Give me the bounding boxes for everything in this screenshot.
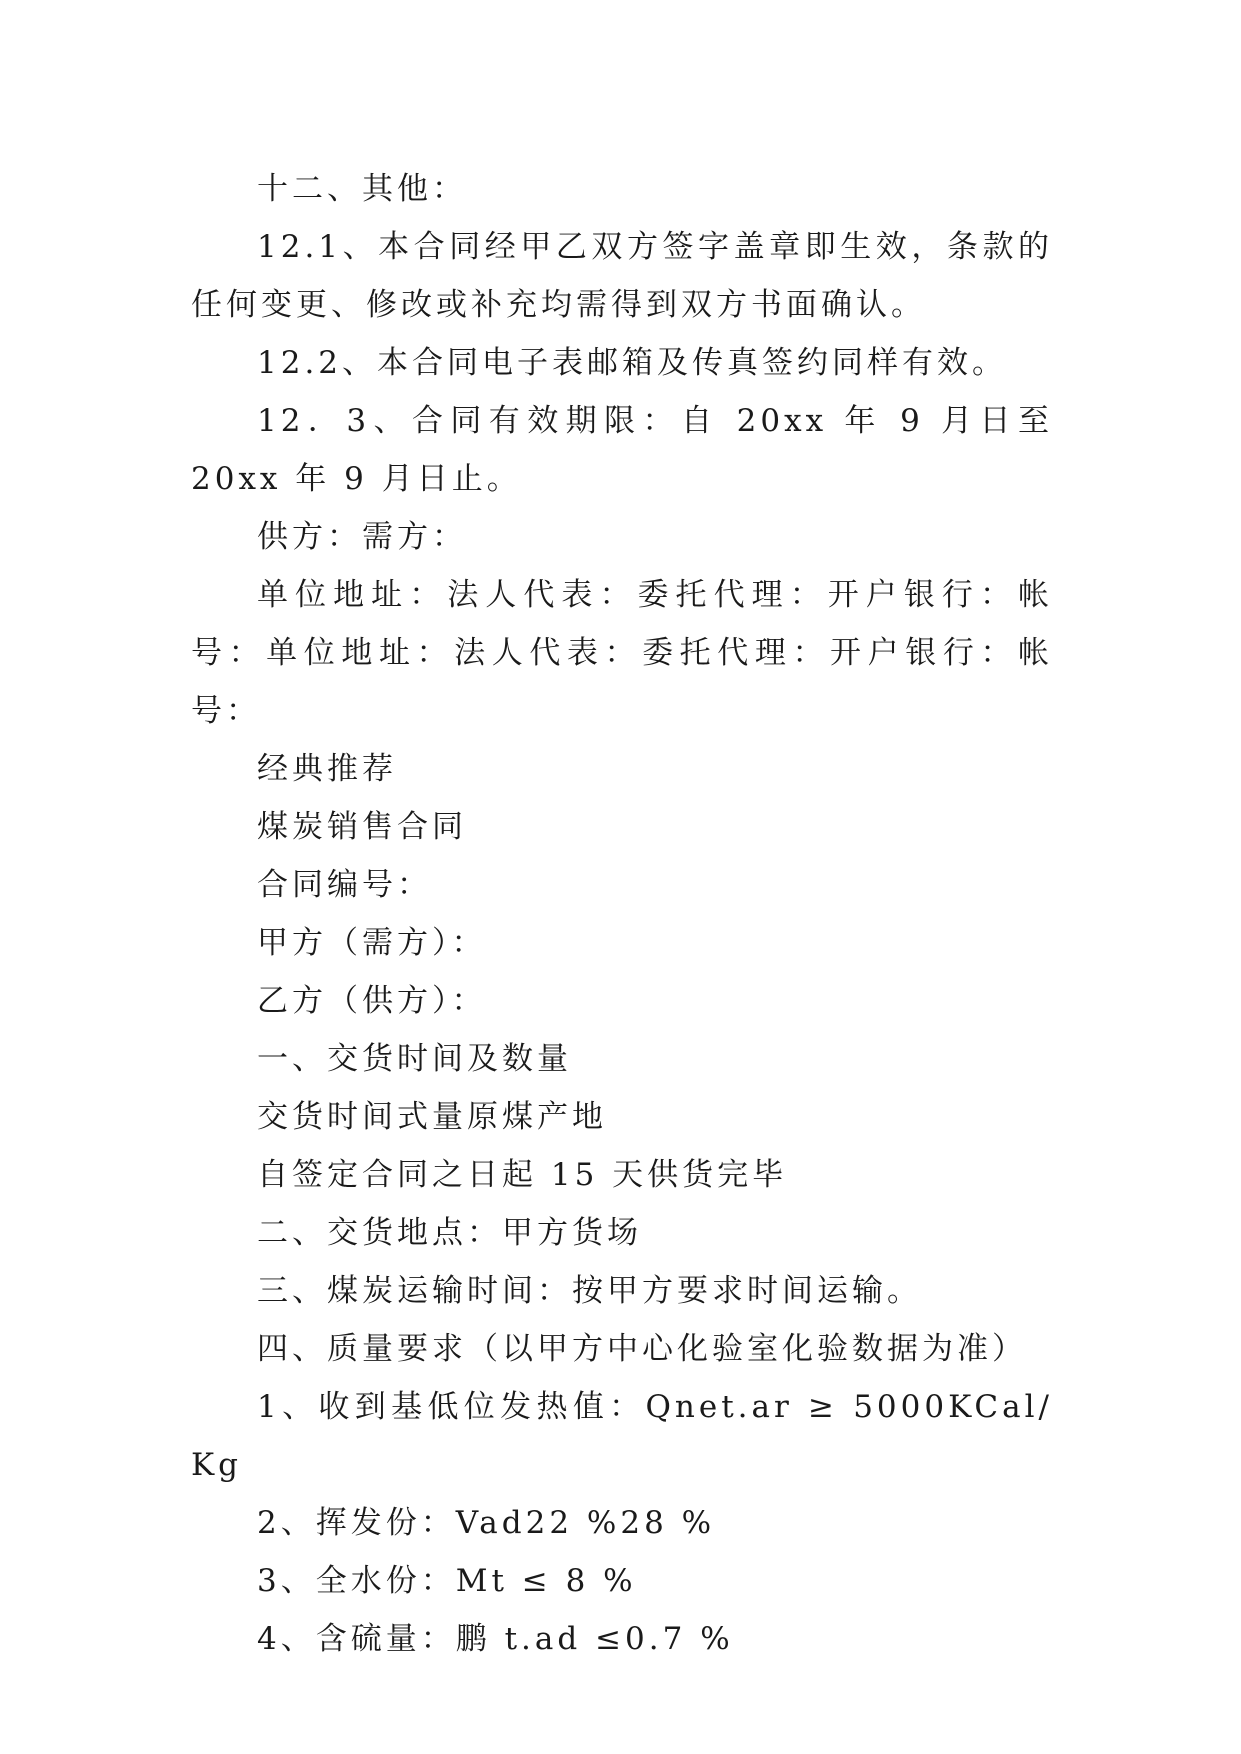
section-12-heading: 十二、其他： [257,171,467,207]
section-4-quality-heading: 四、质量要求（以甲方中心化验室化验数据为准） [257,1331,1027,1367]
recommendation-label: 经典推荐 [257,751,397,787]
delivery-schedule: 自签定合同之日起 15 天供货完毕 [257,1157,788,1193]
parties-line: 供方：需方： [257,519,467,555]
clause-12-2: 12.2、本合同电子表邮箱及传真签约同样有效。 [257,345,1008,381]
party-details: 单位地址：法人代表：委托代理：开户银行：帐号：单位地址：法人代表：委托代理：开户银行：帐号： [191,577,1053,729]
section-3-transport-time: 三、煤炭运输时间：按甲方要求时间运输。 [257,1273,922,1309]
section-1-heading: 一、交货时间及数量 [257,1041,572,1077]
quality-item-heating-value: 1、收到基低位发热值：Qnet.ar ≥ 5000KCal/ Kg [191,1389,1053,1483]
quality-item-volatile: 2、挥发份：Vad22 %28 % [257,1505,716,1541]
document-body [191,160,1053,1668]
party-a: 甲方（需方）： [257,925,487,961]
quality-item-sulfur: 4、含硫量：鹏 t.ad ≤0.7 % [257,1621,734,1657]
quality-item-moisture: 3、全水份：Mt ≤ 8 % [257,1563,637,1599]
delivery-table-header: 交货时间式量原煤产地 [257,1099,607,1135]
contract-title: 煤炭销售合同 [257,809,467,845]
clause-12-1: 12.1、本合同经甲乙双方签字盖章即生效，条款的任何变更、修改或补充均需得到双方书面确认。 [191,229,1053,323]
clause-12-3: 12．3、合同有效期限：自 20xx 年 9 月日至 20xx 年 9 月日止。 [191,403,1053,497]
section-2-delivery-location: 二、交货地点：甲方货场 [257,1215,642,1251]
party-b: 乙方（供方）： [257,983,487,1019]
contract-number: 合同编号： [257,867,432,903]
